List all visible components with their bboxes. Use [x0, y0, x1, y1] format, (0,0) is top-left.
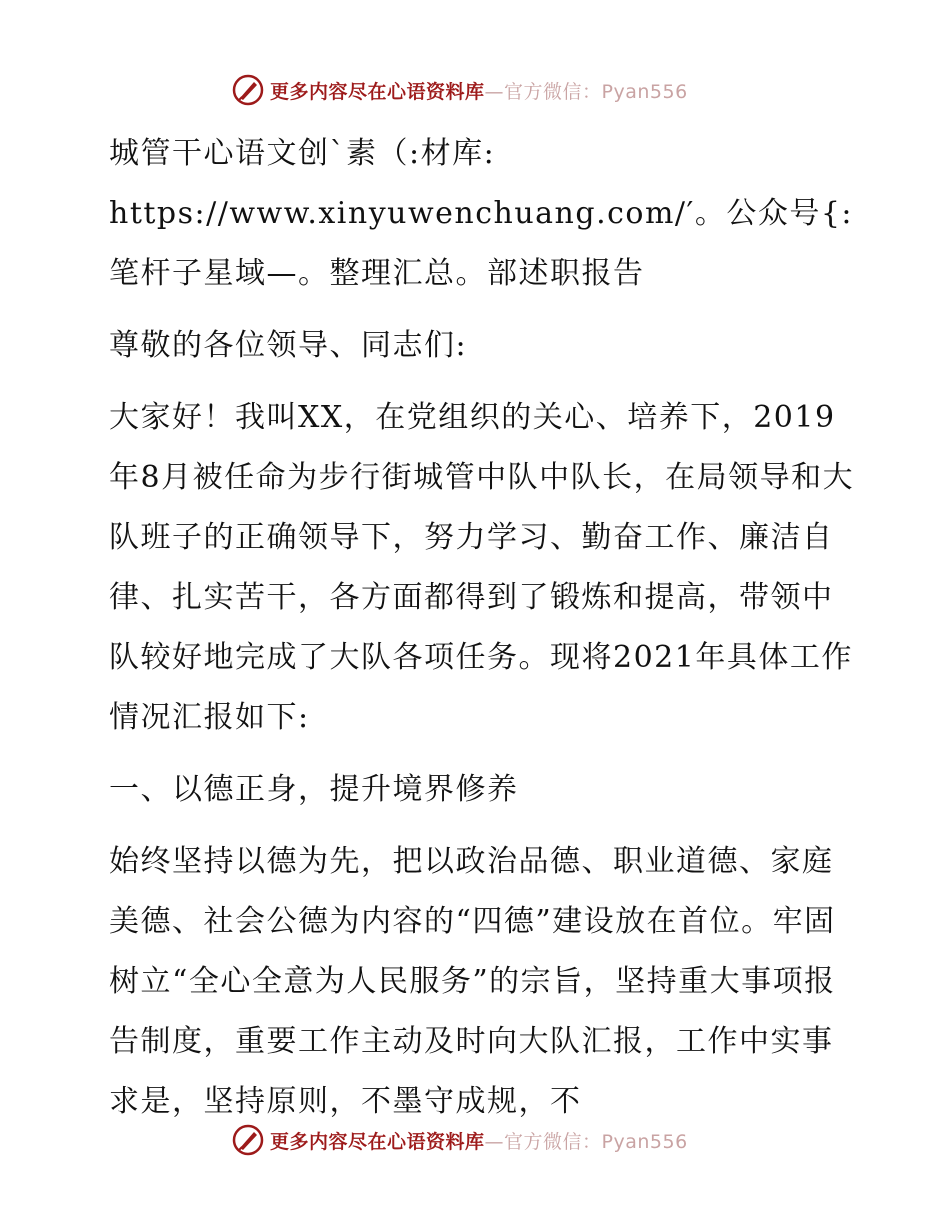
watermark-library-name: 更多内容尽在心语资料库: [270, 80, 485, 103]
watermark-account: Pyan556: [601, 80, 688, 103]
greeting: 尊敬的各位领导、同志们:: [109, 328, 468, 363]
paragraph-intro: 大家好！我叫XX，在党组织的关心、培养下，2019年8月被任命为步行街城管中队中队长，在局领导和大队班子的正确领导下，努力学习、勤奋工作、廉洁自律、扎实苦干，各方面都得到了锻炼和提高，带领中队较好地完成了大队各项任务。现将2021年具体工作情况汇报如下:: [109, 400, 855, 735]
section-heading-1: 一、以德正身，提升境界修养: [109, 772, 519, 807]
quill-pen-circle-icon: [232, 74, 264, 106]
watermark-account: Pyan556: [601, 1130, 688, 1153]
watermark-official-label: 官方微信: [504, 1130, 583, 1153]
footer-watermark: [232, 1120, 688, 1160]
paragraph-section-1: 始终坚持以德为先，把以政治品德、职业道德、家庭美德、社会公德为内容的“四德”建设放在首位。牢固树立“全心全意为人民服务”的宗旨，坚持重大事项报告制度，重要工作主动及时向大队汇报，工作中实事求是，坚持原则，不墨守成规，不: [109, 844, 836, 1119]
watermark-separator: —: [484, 1130, 505, 1153]
watermark-library-name: 更多内容尽在心语资料库: [270, 1130, 485, 1153]
document-title: 城管干心语文创`素（:材库: https://www.xinyuwenchuang.com/′。公众号{: 笔杆子星域—。整理汇总。部述职报告: [109, 136, 854, 291]
watermark-colon: ：: [582, 1130, 602, 1153]
watermark-official-label: 官方微信: [504, 80, 583, 103]
quill-pen-circle-icon: [232, 1124, 264, 1156]
header-watermark: [232, 70, 688, 110]
watermark-text: [270, 1127, 688, 1154]
watermark-colon: ：: [582, 80, 602, 103]
watermark-separator: —: [484, 80, 505, 103]
document-body: [97, 124, 857, 1132]
watermark-text: [270, 77, 688, 104]
